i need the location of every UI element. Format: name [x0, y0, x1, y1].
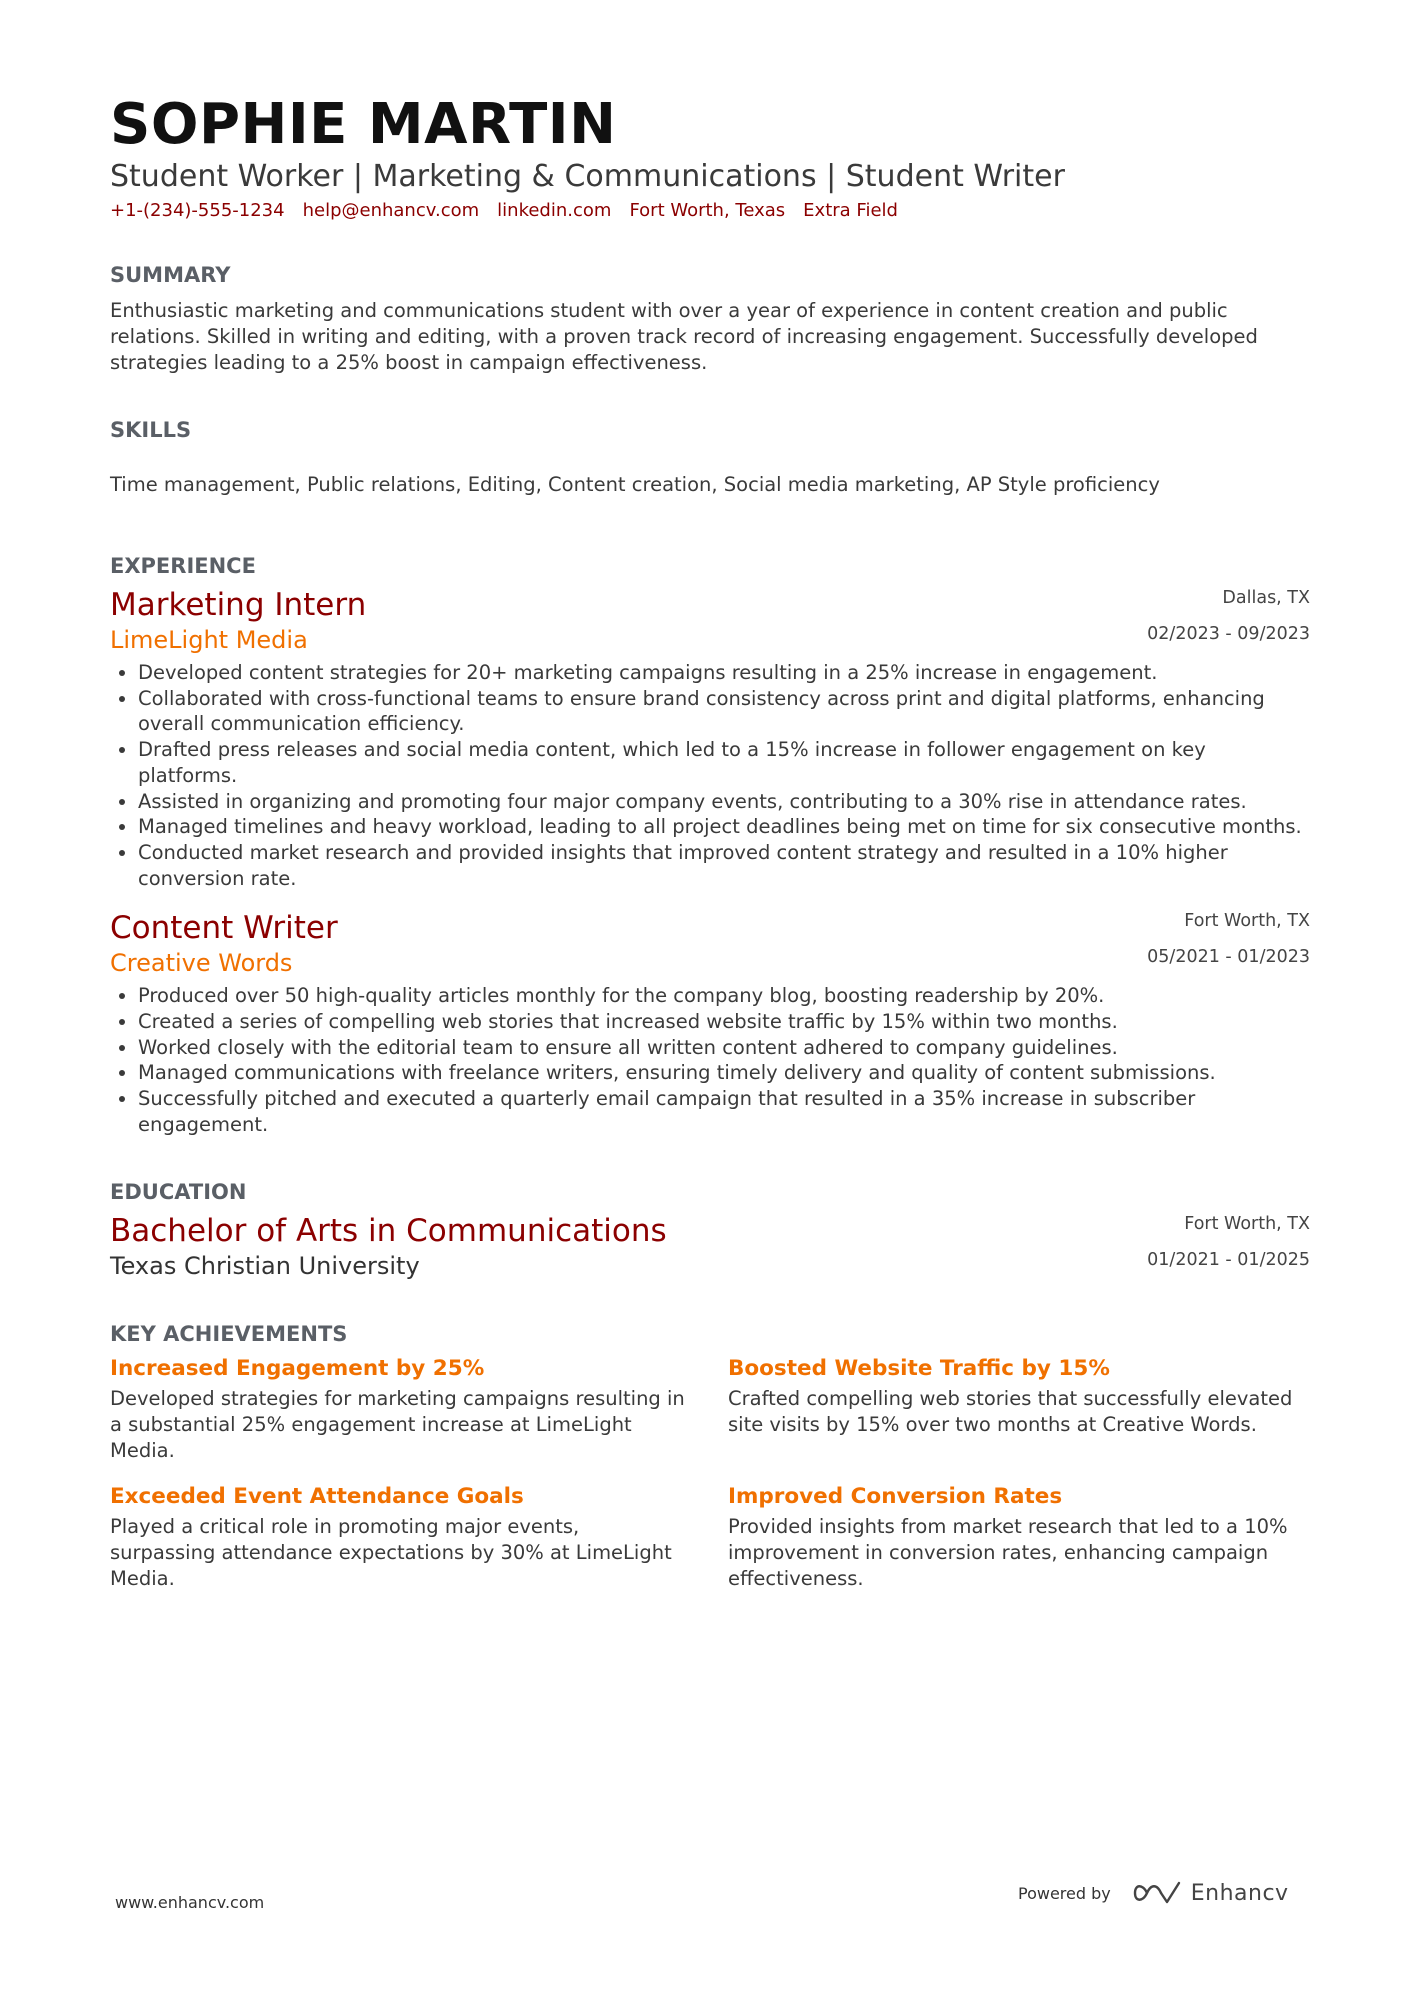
footer-branding	[1018, 1880, 1289, 1906]
job-bullet: • Collaborated with cross-functional teams to ensure brand consistency across print and digital platforms, enhancing overall communication efficiency.	[138, 686, 1308, 737]
achievement-item	[110, 1354, 728, 1464]
contact-email[interactable]: help@enhancv.com	[302, 200, 480, 221]
achievements-grid	[110, 1354, 1310, 1592]
contact-location: Fort Worth, Texas	[629, 200, 786, 221]
achievement-title: Increased Engagement by 25%	[110, 1355, 485, 1381]
experience-title: EXPERIENCE	[110, 554, 256, 578]
job-company: Creative Words	[110, 949, 293, 978]
job-bullet: • Drafted press releases and social media content, which led to a 15% increase in follower engagement on key platforms.	[138, 737, 1308, 788]
education-location: Fort Worth, TX	[1184, 1213, 1310, 1234]
job-bullet: • Managed communications with freelance writers, ensuring timely delivery and quality of content submissions.	[138, 1060, 1308, 1086]
summary-title: SUMMARY	[110, 263, 231, 287]
achievements-title: KEY ACHIEVEMENTS	[110, 1321, 348, 1346]
experience-entry	[110, 586, 1310, 891]
job-bullet: • Produced over 50 high-quality articles monthly for the company blog, boosting readership by 20%.	[138, 983, 1308, 1009]
job-bullet: • Worked closely with the editorial team to ensure all written content adhered to company guidelines.	[138, 1035, 1308, 1061]
job-dates: 02/2023 - 09/2023	[1147, 624, 1310, 644]
achievement-title: Boosted Website Traffic by 15%	[728, 1355, 1110, 1381]
job-location: Dallas, TX	[1222, 588, 1310, 608]
job-bullets	[110, 983, 1308, 1137]
contact-linkedin[interactable]: linkedin.com	[497, 200, 612, 221]
skills-text: Time management, Public relations, Editing, Content creation, Social media marketing, AP Style proficiency	[110, 473, 1160, 496]
summary-text: Enthusiastic marketing and communications student with over a year of experience in content creation and public relations. Skilled in writing and editing, with a proven track record of increasing engagement. Successfully developed strategies leading to a 25% boost in campaign effectiveness.	[110, 299, 1258, 374]
experience-entry-header	[110, 909, 1310, 979]
job-bullet: • Successfully pitched and executed a quarterly email campaign that resulted in a 35% increase in subscriber engagement.	[138, 1086, 1308, 1137]
job-bullet: • Conducted market research and provided insights that improved content strategy and resulted in a 10% higher conversion rate.	[138, 840, 1308, 891]
job-company: LimeLight Media	[110, 626, 308, 654]
experience-section	[110, 552, 1310, 1138]
skills-title: SKILLS	[110, 418, 192, 442]
experience-entry-header	[110, 586, 1310, 656]
achievement-title: Exceeded Event Attendance Goals	[110, 1483, 524, 1509]
education-dates: 01/2021 - 01/2025	[1147, 1249, 1310, 1270]
job-bullet: • Assisted in organizing and promoting four major company events, contributing to a 30% rise in attendance rates.	[138, 789, 1308, 815]
achievement-description: Developed strategies for marketing campaigns resulting in a substantial 25% engagement increase at LimeLight Media.	[110, 1386, 685, 1462]
achievement-description: Provided insights from market research that led to a 10% improvement in conversion rates, enhancing campaign effectiveness.	[728, 1514, 1288, 1590]
education-section	[110, 1178, 1310, 1282]
education-degree: Bachelor of Arts in Communications	[110, 1212, 667, 1249]
powered-by-label: Powered by	[1018, 1883, 1111, 1903]
resume-page	[110, 92, 1310, 1592]
job-title: Marketing Intern	[110, 587, 367, 623]
achievement-item	[728, 1354, 1310, 1464]
job-dates: 05/2021 - 01/2023	[1147, 947, 1310, 968]
achievement-description: Crafted compelling web stories that successfully elevated site visits by 15% over two months at Creative Words.	[728, 1386, 1293, 1436]
education-school: Texas Christian University	[110, 1251, 420, 1280]
achievement-description: Played a critical role in promoting major events, surpassing attendance expectations by 30% at LimeLight Media.	[110, 1514, 672, 1590]
education-title: EDUCATION	[110, 1179, 247, 1204]
skills-section	[110, 416, 1310, 498]
candidate-name: SOPHIE MARTIN	[110, 92, 617, 157]
job-title: Content Writer	[110, 910, 338, 947]
footer-website-link[interactable]: www.enhancv.com	[115, 1893, 265, 1912]
contact-phone[interactable]: +1-(234)-555-1234	[110, 200, 285, 221]
job-bullet: • Developed content strategies for 20+ marketing campaigns resulting in a 25% increase in engagement.	[138, 660, 1308, 686]
education-entry	[110, 1212, 1310, 1282]
contact-line	[110, 198, 1310, 224]
resume-header	[110, 92, 1310, 224]
brand-name: Enhancv	[1190, 1880, 1289, 1906]
achievement-item	[110, 1482, 728, 1592]
achievements-section	[110, 1320, 1310, 1592]
experience-entry	[110, 909, 1310, 1137]
candidate-headline: Student Worker | Marketing & Communications | Student Writer	[110, 159, 1065, 194]
job-location: Fort Worth, TX	[1184, 911, 1310, 932]
job-bullet: • Created a series of compelling web stories that increased website traffic by 15% within two months.	[138, 1009, 1308, 1035]
job-bullet: • Managed timelines and heavy workload, leading to all project deadlines being met on time for six consecutive months.	[138, 814, 1308, 840]
summary-section	[110, 261, 1310, 376]
achievement-title: Improved Conversion Rates	[728, 1483, 1063, 1509]
enhancv-logo-icon	[1133, 1880, 1181, 1906]
job-bullets	[110, 660, 1308, 891]
enhancv-brand[interactable]	[1133, 1880, 1289, 1906]
achievement-item	[728, 1482, 1310, 1592]
contact-extra-field: Extra Field	[803, 200, 898, 221]
